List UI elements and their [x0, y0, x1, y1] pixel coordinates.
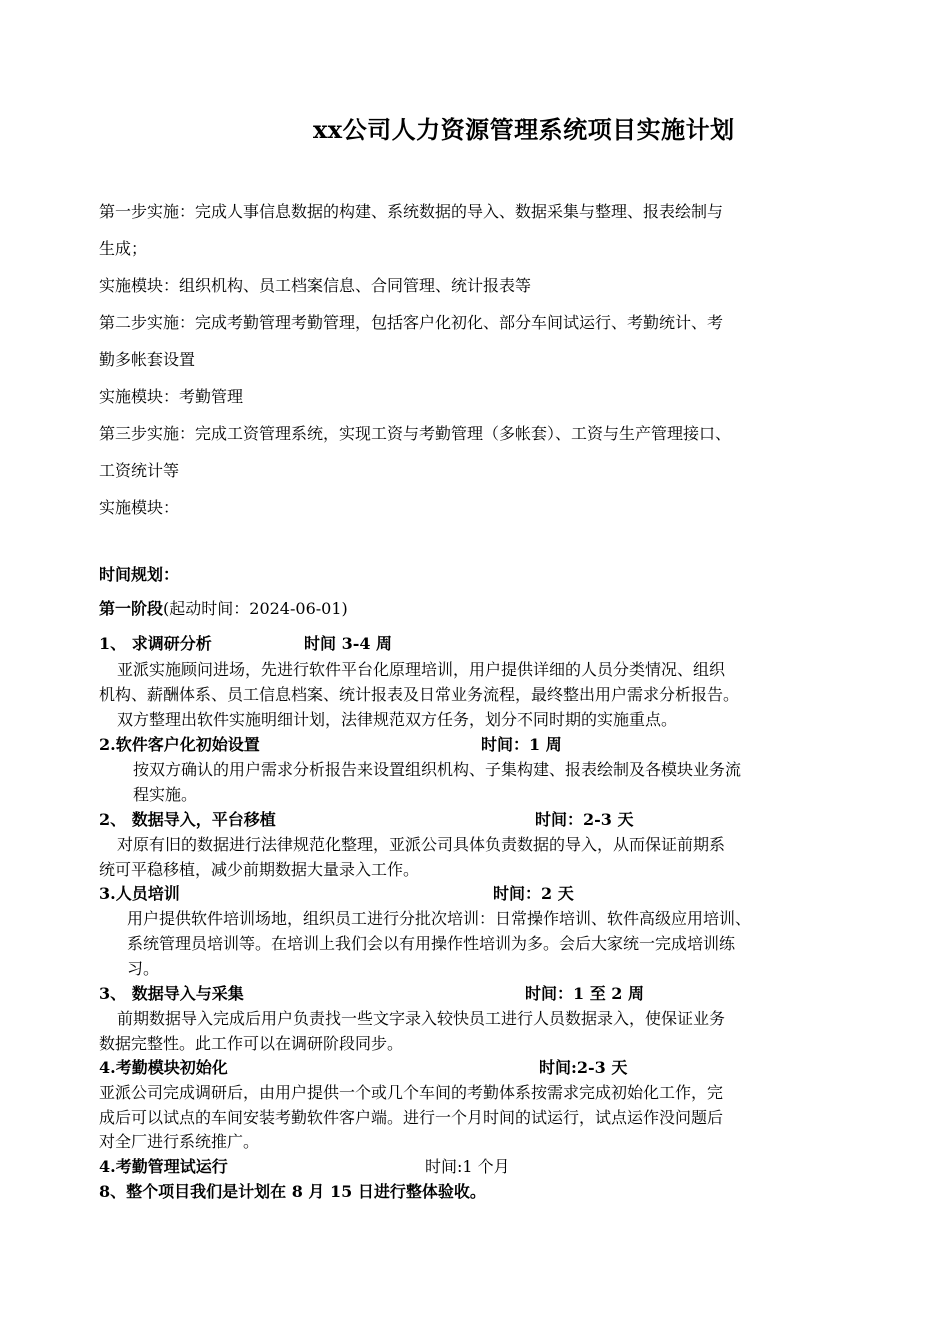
section-6-body-2: 成后可以试点的车间安装考勤软件客户端。进行一个月时间的试运行，试点运作没问题后: [99, 1108, 724, 1127]
section-1-body-3: 双方整理出软件实施明细计划，法律规范双方任务，划分不同时期的实施重点。: [117, 710, 678, 729]
section-4-body-1: 用户提供软件培训场地，组织员工进行分批次培训：日常操作培训、软件高级应用培训、: [127, 909, 752, 928]
section-4-time: 时间：2 天: [493, 884, 574, 903]
step1-line2: 生成；: [99, 239, 148, 258]
section-2-body-2: 程实施。: [133, 785, 198, 804]
section-5-heading: 3、 数据导入与采集: [99, 984, 244, 1003]
section-1-body-2: 机构、薪酬体系、员工信息档案、统计报表及日常业务流程，最终整出用户需求分析报告。: [99, 685, 740, 704]
section-1-heading: 1、 求调研分析: [99, 634, 212, 653]
section-8-heading: 8、整个项目我们是计划在 8 月 15 日进行整体验收。: [99, 1182, 486, 1201]
section-2-heading: 2.软件客户化初始设置: [99, 735, 260, 754]
section-2-body-1: 按双方确认的用户需求分析报告来设置组织机构、子集构建、报表绘制及各模块业务流: [133, 760, 742, 779]
section-5-body-1: 前期数据导入完成后用户负责找一些文字录入较快员工进行人员数据录入，使保证业务: [117, 1009, 726, 1028]
phase-line: [99, 590, 859, 627]
section-5-time: 时间：1 至 2 周: [525, 984, 644, 1003]
section-6-body-1: 亚派公司完成调研后，由用户提供一个或几个车间的考勤体系按需求完成初始化工作，完: [99, 1083, 724, 1102]
step2-modules: 实施模块：考勤管理: [99, 387, 244, 406]
section-6-time: 时间:2-3 天: [539, 1058, 628, 1077]
step3-modules: 实施模块：: [99, 498, 180, 517]
section-2-time: 时间：1 周: [481, 735, 562, 754]
section-6-body-3: 对全厂进行系统推广。: [99, 1132, 260, 1151]
section-7-time: 时间:1 个月: [425, 1157, 510, 1176]
step2-line1: 第二步实施：完成考勤管理考勤管理，包括客户化初化、部分车间试运行、考勤统计、考: [99, 313, 724, 332]
section-3-time: 时间：2-3 天: [535, 810, 634, 829]
step3-line1: 第三步实施：完成工资管理系统，实现工资与考勤管理（多帐套）、工资与生产管理接口、: [99, 424, 732, 443]
section-6-heading: 4.考勤模块初始化: [99, 1058, 228, 1077]
section-5-body-2: 数据完整性。此工作可以在调研阶段同步。: [99, 1034, 404, 1053]
section-3-body-2: 统可平稳移植，减少前期数据大量录入工作。: [99, 860, 420, 879]
section-3-heading: 2、 数据导入，平台移植: [99, 810, 276, 829]
section-4-body-3: 习。: [127, 959, 160, 978]
plan-heading: 时间规划：: [99, 565, 180, 584]
section-7-heading: 4.考勤管理试运行: [99, 1157, 228, 1176]
step2-line2: 勤多帐套设置: [99, 350, 196, 369]
phase-start: (起动时间：2024-06-01): [163, 599, 348, 618]
document-title: xx公司人力资源管理系统项目实施计划: [313, 115, 735, 144]
step1-modules: 实施模块：组织机构、员工档案信息、合同管理、统计报表等: [99, 276, 532, 295]
section-4-body-2: 系统管理员培训等。在培训上我们会以有用操作性培训为多。会后大家统一完成培训练: [127, 934, 736, 953]
section-1-body-1: 亚派实施顾问进场，先进行软件平台化原理培训，用户提供详细的人员分类情况、组织: [117, 660, 726, 679]
step3-line2: 工资统计等: [99, 461, 180, 480]
step1-line1: 第一步实施：完成人事信息数据的构建、系统数据的导入、数据采集与整理、报表绘制与: [99, 202, 724, 221]
section-4-heading: 3.人员培训: [99, 884, 180, 903]
section-3-body-1: 对原有旧的数据进行法律规范化整理，亚派公司具体负责数据的导入，从而保证前期系: [117, 835, 726, 854]
section-1-time: 时间 3-4 周: [304, 634, 393, 653]
phase-label: 第一阶段: [99, 599, 164, 618]
